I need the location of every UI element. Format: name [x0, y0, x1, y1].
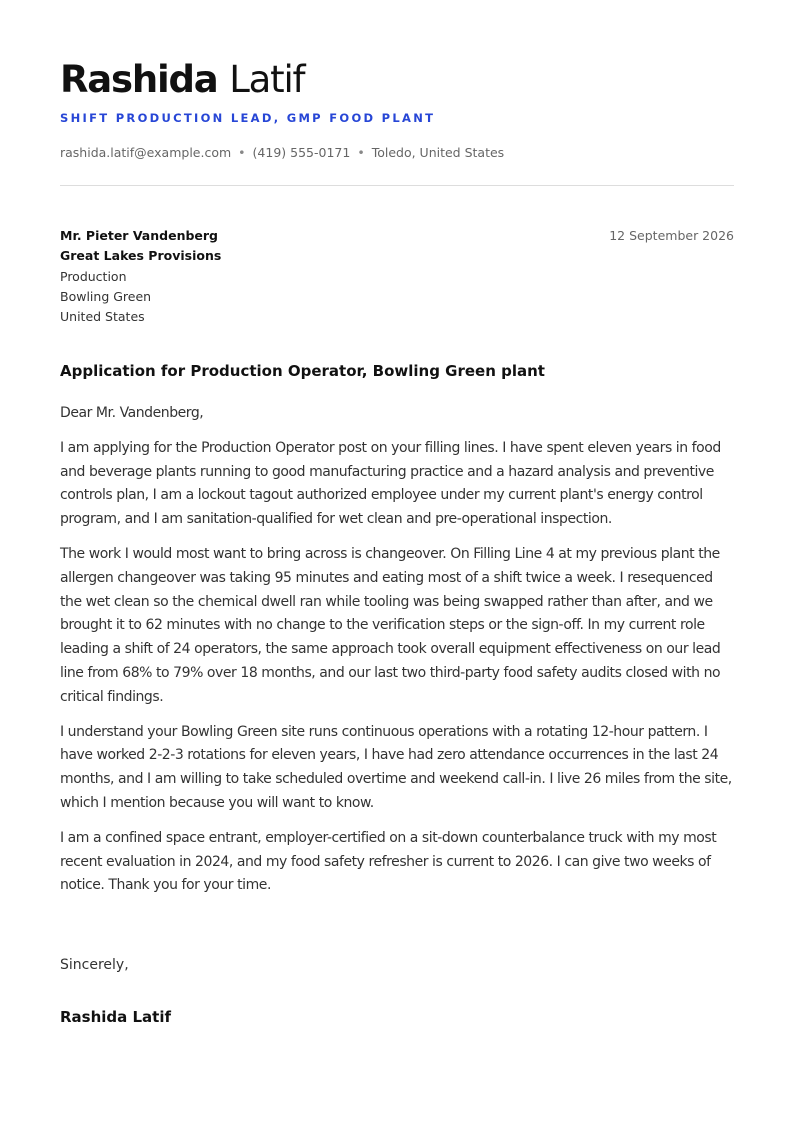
contact-separator: •: [357, 145, 365, 160]
contact-separator: •: [238, 145, 246, 160]
recipient-block: [60, 226, 221, 327]
body-paragraph: I understand your Bowling Green site runs continuous operations with a rotating 12-hour pattern. I have worked 2-2-3 rotations for eleven years, I have had zero attendance occurrences in the last 24 months, and I am willing to take scheduled overtime and weekend call-in. I live 26 miles from the site, which I mention because you will want to know.: [60, 723, 732, 811]
body-paragraph: I am a confined space entrant, employer-certified on a sit-down counterbalance truck with my most recent evaluation in 2024, and my food safety refresher is current to 2026. I can give two weeks of notice. Thank you for your time.: [60, 829, 717, 894]
applicant-last-name: Latif: [229, 58, 305, 101]
recipient-department: Production: [60, 268, 127, 284]
applicant-first-name: Rashida: [60, 58, 218, 101]
closing: Sincerely,: [60, 957, 129, 973]
contact-location: Toledo, United States: [371, 145, 505, 160]
letter-subject: Application for Production Operator, Bowling Green plant: [60, 362, 545, 380]
contact-phone: (419) 555-0171: [252, 145, 351, 160]
applicant-name: [60, 58, 304, 102]
recipient-city: Bowling Green: [60, 288, 152, 304]
contact-line: [60, 145, 504, 160]
contact-email: rashida.latif@example.com: [60, 145, 232, 160]
recipient-name: Mr. Pieter Vandenberg: [60, 228, 219, 243]
applicant-title: SHIFT PRODUCTION LEAD, GMP FOOD PLANT: [60, 111, 436, 125]
body-paragraph: The work I would most want to bring across is changeover. On Filling Line 4 at my previous plant the allergen changeover was taking 95 minutes and eating most of a shift twice a week. I resequenced the wet clean so the chemical dwell ran while tooling was being swapped rather than after, and we brought it to 62 minutes with no change to the verification steps or the sign-off. In my current role leading a shift of 24 operators, the same approach took overall equipment effectiveness on our lead line from 68% to 79% over 18 months, and our last two third-party food safety audits closed with no critical findings.: [60, 545, 721, 705]
signature-name: Rashida Latif: [60, 1008, 172, 1026]
salutation: Dear Mr. Vandenberg,: [60, 405, 204, 421]
recipient-company: Great Lakes Provisions: [60, 248, 222, 264]
letter-body: [60, 402, 734, 909]
letter-date: 12 September 2026: [609, 228, 734, 243]
body-paragraph: I am applying for the Production Operator post on your filling lines. I have spent eleven years in food and beverage plants running to good manufacturing practice and a hazard analysis and preventive controls plan, I am a lockout tagout authorized employee under my current plant's energy control program, and I am sanitation-qualified for wet clean and pre-operational inspection.: [60, 439, 721, 528]
header-divider: [60, 185, 734, 186]
recipient-country: United States: [60, 309, 145, 325]
